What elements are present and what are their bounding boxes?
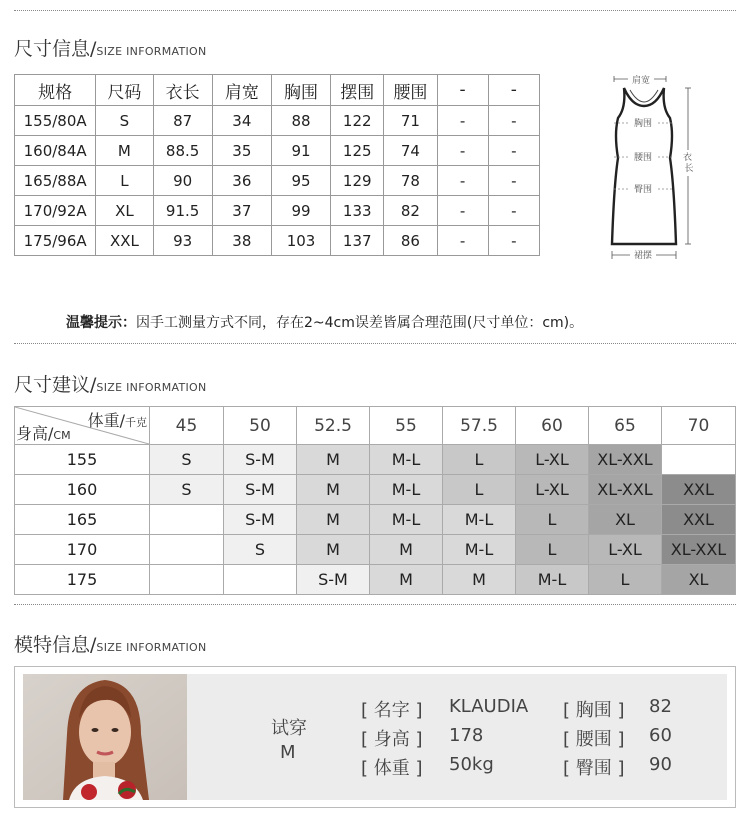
- size-table-cell: 88.5: [153, 136, 212, 166]
- size-table-cell: 34: [212, 106, 271, 136]
- size-table-cell: 175/96A: [15, 226, 96, 256]
- weight-header-cell: 52.5: [297, 407, 370, 445]
- size-table-header: [15, 75, 540, 106]
- model-info-panel: [23, 674, 727, 800]
- size-advice-title-text: 尺寸建议/: [14, 374, 97, 396]
- name-label: [ 名字 ]: [361, 700, 423, 721]
- model-chest: 82: [649, 696, 672, 717]
- rec-cell: M-L: [370, 505, 443, 535]
- size-table-cell: 35: [212, 136, 271, 166]
- shoulder-label: 肩宽: [631, 76, 651, 86]
- divider-top: [14, 10, 736, 11]
- size-advice-title: [14, 370, 207, 397]
- model-waist: 60: [649, 725, 672, 746]
- size-table-cell: 129: [331, 166, 384, 196]
- waist-label: [ 腰围 ]: [563, 729, 625, 750]
- length-label-char-2: 长: [684, 164, 694, 174]
- rec-table-corner: [15, 407, 150, 445]
- rec-cell: M: [297, 445, 370, 475]
- size-table-cell: 82: [384, 196, 437, 226]
- size-table-header-cell: 摆围: [331, 75, 384, 106]
- measurement-tip: [66, 312, 583, 332]
- size-table-cell: -: [437, 136, 488, 166]
- size-table-cell: 125: [331, 136, 384, 166]
- hip-label: [ 臀围 ]: [563, 758, 625, 779]
- height-cell: 175: [15, 565, 150, 595]
- size-table-row: [15, 106, 540, 136]
- corner-weight-unit: 千克: [125, 416, 147, 429]
- rec-cell: M-L: [443, 505, 516, 535]
- rec-cell: S: [150, 475, 224, 505]
- rec-cell: XL-XXL: [589, 475, 662, 505]
- size-table-cell: L: [96, 166, 153, 196]
- size-table-header-cell: 腰围: [384, 75, 437, 106]
- rec-cell: M-L: [516, 565, 589, 595]
- rec-cell: XL: [662, 565, 736, 595]
- size-table-cell: 133: [331, 196, 384, 226]
- waist-label: 腰围: [633, 153, 653, 163]
- size-table-cell: 91: [271, 136, 330, 166]
- size-table-cell: 74: [384, 136, 437, 166]
- size-table-cell: -: [437, 106, 488, 136]
- size-table-cell: 137: [331, 226, 384, 256]
- size-table: [14, 74, 540, 256]
- height-cell: 170: [15, 535, 150, 565]
- height-cell: 165: [15, 505, 150, 535]
- size-table-header-cell: 衣长: [153, 75, 212, 106]
- rec-cell: XL: [589, 505, 662, 535]
- rec-cell: L-XL: [589, 535, 662, 565]
- model-info-subtitle: SIZE INFORMATION: [96, 641, 207, 654]
- rec-cell: [150, 535, 224, 565]
- size-table-cell: 170/92A: [15, 196, 96, 226]
- size-table-header-cell: 尺码: [96, 75, 153, 106]
- size-table-header-cell: 胸围: [271, 75, 330, 106]
- size-table-cell: -: [488, 196, 539, 226]
- rec-cell: XXL: [662, 475, 736, 505]
- rec-cell: XL-XXL: [662, 535, 736, 565]
- rec-cell: L: [516, 535, 589, 565]
- rec-table-header: [15, 407, 736, 445]
- size-table-cell: 37: [212, 196, 271, 226]
- size-table-cell: 86: [384, 226, 437, 256]
- size-table-header-cell: 肩宽: [212, 75, 271, 106]
- size-table-cell: 103: [271, 226, 330, 256]
- hip-label: 臀围: [633, 185, 653, 195]
- rec-cell: [224, 565, 297, 595]
- size-table-cell: -: [437, 196, 488, 226]
- divider-middle: [14, 343, 736, 344]
- size-table-cell: -: [488, 106, 539, 136]
- size-table-cell: 78: [384, 166, 437, 196]
- model-info-title: [14, 630, 207, 657]
- size-table-cell: 38: [212, 226, 271, 256]
- dress-silhouette: [612, 88, 676, 244]
- chest-label: 胸围: [633, 119, 653, 129]
- weight-header-cell: 65: [589, 407, 662, 445]
- weight-header-cell: 50: [224, 407, 297, 445]
- rec-cell: L: [443, 445, 516, 475]
- height-cell: 160: [15, 475, 150, 505]
- model-weight: 50kg: [449, 754, 494, 775]
- rec-cell: S-M: [224, 445, 297, 475]
- corner-weight-text: 体重/: [87, 411, 125, 430]
- size-table-header-cell: -: [437, 75, 488, 106]
- size-table-cell: 165/88A: [15, 166, 96, 196]
- size-table-cell: 91.5: [153, 196, 212, 226]
- rec-cell: M-L: [370, 475, 443, 505]
- size-table-cell: 93: [153, 226, 212, 256]
- divider-bottom: [14, 604, 736, 605]
- size-table-cell: XXL: [96, 226, 153, 256]
- size-table-row: [15, 136, 540, 166]
- rec-cell: M-L: [443, 535, 516, 565]
- rec-cell: [662, 445, 736, 475]
- rec-table-row: [15, 565, 736, 595]
- rec-cell: M: [297, 475, 370, 505]
- chest-label: [ 胸围 ]: [563, 700, 625, 721]
- size-table-header-cell: 规格: [15, 75, 96, 106]
- corner-weight-label: [88, 408, 147, 431]
- rec-cell: L-XL: [516, 475, 589, 505]
- size-table-cell: 88: [271, 106, 330, 136]
- model-photo: [23, 674, 187, 800]
- length-label-char-1: 衣: [683, 153, 693, 163]
- rec-cell: S-M: [224, 475, 297, 505]
- rec-cell: S-M: [297, 565, 370, 595]
- tip-text: 因手工测量方式不同，存在2~4cm误差皆属合理范围(尺寸单位：cm)。: [136, 315, 584, 331]
- size-table-header-cell: -: [488, 75, 539, 106]
- size-table-cell: M: [96, 136, 153, 166]
- rec-cell: L: [443, 475, 516, 505]
- rec-cell: [150, 565, 224, 595]
- weight-header-cell: 57.5: [443, 407, 516, 445]
- rec-cell: XL-XXL: [589, 445, 662, 475]
- model-hip: 90: [649, 754, 672, 775]
- size-info-title: [14, 34, 207, 61]
- size-table-row: [15, 226, 540, 256]
- size-table-cell: 95: [271, 166, 330, 196]
- size-table-cell: 160/84A: [15, 136, 96, 166]
- rec-cell: L-XL: [516, 445, 589, 475]
- rec-cell: M: [297, 535, 370, 565]
- dress-measurement-diagram: [600, 74, 720, 264]
- weight-header-cell: 45: [150, 407, 224, 445]
- size-table-row: [15, 196, 540, 226]
- size-table-cell: 36: [212, 166, 271, 196]
- model-info-box: [14, 666, 736, 808]
- weight-header-cell: 60: [516, 407, 589, 445]
- rec-cell: S: [150, 445, 224, 475]
- height-cell: 155: [15, 445, 150, 475]
- corner-height-unit: CM: [53, 429, 71, 442]
- size-table-cell: 71: [384, 106, 437, 136]
- rec-cell: L: [516, 505, 589, 535]
- try-label: 试穿: [271, 718, 307, 739]
- size-table-cell: S: [96, 106, 153, 136]
- rec-cell: L: [589, 565, 662, 595]
- rec-cell: M: [297, 505, 370, 535]
- size-table-cell: 155/80A: [15, 106, 96, 136]
- hem-label: 裙摆: [633, 251, 653, 261]
- size-table-cell: 99: [271, 196, 330, 226]
- rec-table-row: [15, 505, 736, 535]
- rec-cell: S: [224, 535, 297, 565]
- weight-header-cell: 55: [370, 407, 443, 445]
- rec-table-row: [15, 475, 736, 505]
- corner-height-text: 身高/: [16, 424, 54, 443]
- weight-header-cell: 70: [662, 407, 736, 445]
- model-info-title-text: 模特信息/: [14, 634, 97, 656]
- size-table-cell: 122: [331, 106, 384, 136]
- corner-height-label: [16, 421, 71, 444]
- size-table-cell: -: [437, 166, 488, 196]
- model-name: KLAUDIA: [449, 696, 529, 717]
- rec-table-row: [15, 445, 736, 475]
- size-table-cell: 90: [153, 166, 212, 196]
- rec-table-row: [15, 535, 736, 565]
- size-info-subtitle: SIZE INFORMATION: [96, 45, 207, 58]
- rec-cell: M: [370, 535, 443, 565]
- rec-cell: [150, 505, 224, 535]
- size-table-row: [15, 166, 540, 196]
- rec-cell: S-M: [224, 505, 297, 535]
- size-table-cell: XL: [96, 196, 153, 226]
- size-table-cell: -: [488, 136, 539, 166]
- length-label: [683, 151, 695, 174]
- rec-cell: XXL: [662, 505, 736, 535]
- size-table-cell: -: [437, 226, 488, 256]
- size-table-cell: -: [488, 166, 539, 196]
- model-height: 178: [449, 725, 484, 746]
- rec-cell: M-L: [370, 445, 443, 475]
- size-info-title-text: 尺寸信息/: [14, 38, 97, 60]
- size-table-cell: -: [488, 226, 539, 256]
- size-recommendation-table: [14, 406, 736, 595]
- rec-cell: M: [443, 565, 516, 595]
- size-advice-subtitle: SIZE INFORMATION: [96, 381, 207, 394]
- rec-cell: M: [370, 565, 443, 595]
- weight-label: [ 体重 ]: [361, 758, 423, 779]
- height-label: [ 身高 ]: [361, 729, 423, 750]
- tip-label: 温馨提示：: [66, 315, 136, 331]
- size-table-cell: 87: [153, 106, 212, 136]
- try-size: M: [280, 742, 296, 763]
